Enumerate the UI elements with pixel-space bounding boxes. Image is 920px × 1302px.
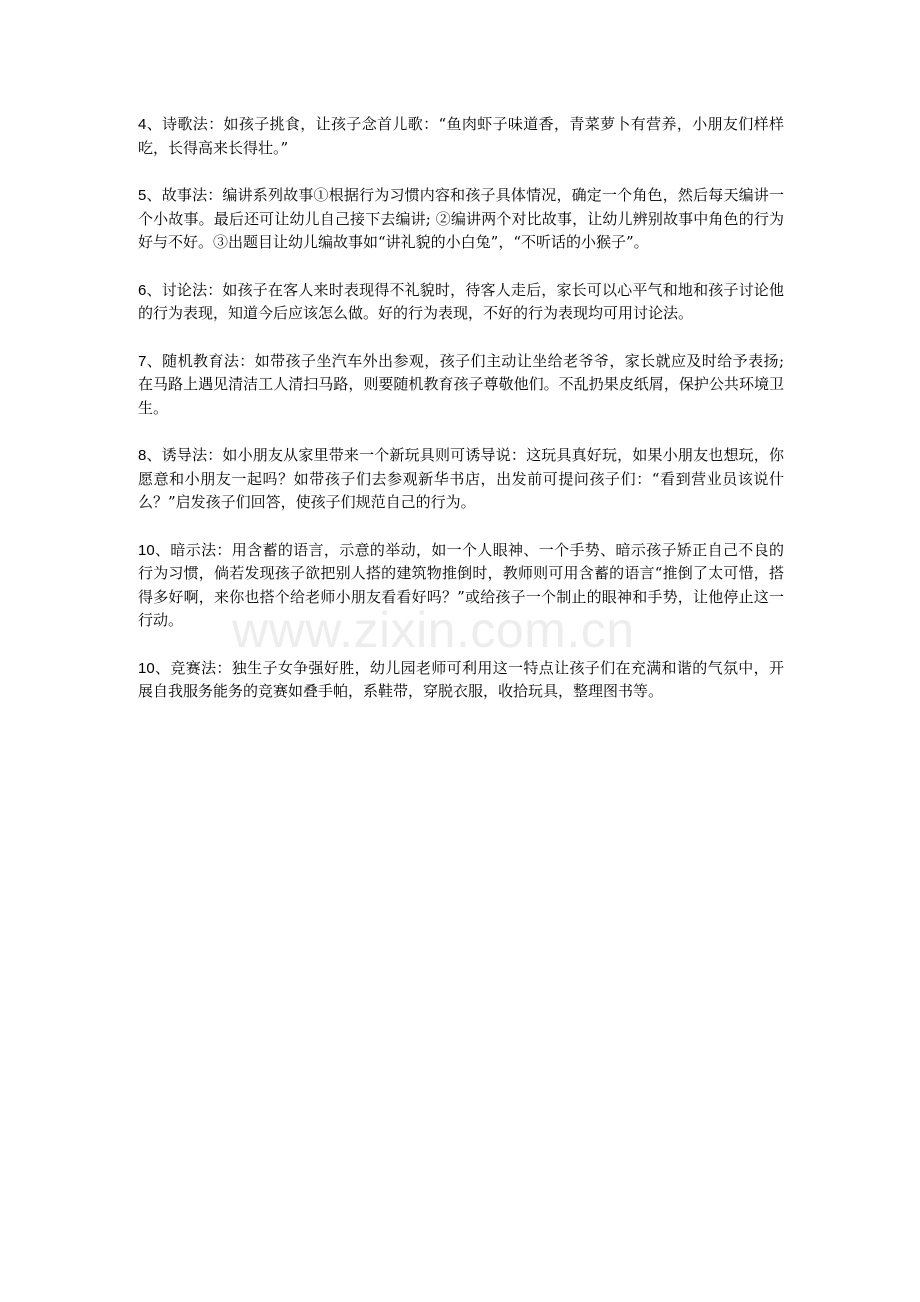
document-body: [138, 113, 784, 728]
paragraph-number: 8: [138, 447, 147, 464]
paragraph-random-education-method: [138, 350, 784, 421]
paragraph-hint-method: [138, 539, 784, 633]
paragraph-number: 7: [138, 352, 147, 370]
paragraph-number: 4: [138, 116, 147, 133]
paragraph-competition-method: [138, 657, 784, 704]
paragraph-text: 、竞赛法：独生子女争强好胜，幼儿园老师可利用这一特点让孩子们在充满和谐的气氛中，开展自我服务能务的竞赛如叠手帕，系鞋带，穿脱衣服，收拾玩具，整理图书等。: [138, 658, 784, 700]
paragraph-number: 6: [138, 281, 147, 299]
paragraph-text: 、讨论法：如孩子在客人来时表现得不礼貌时，待客人走后，家长可以心平气和地和孩子讨论他的行为表现，知道今后应该怎么做。好的行为表现，不好的行为表现均可用讨论法。: [138, 280, 784, 322]
paragraph-guidance-method: [138, 444, 784, 515]
watermark: www.zixin.com.cn: [232, 602, 635, 658]
paragraph-number: 5: [138, 187, 147, 204]
paragraph-text: 、诱导法：如小朋友从家里带来一个新玩具则可诱导说：这玩具真好玩，如果小朋友也想玩，你愿意和小朋友一起吗？如带孩子们去参观新华书店，出发前可提问孩子们：“看到营业员该说什么？”启发孩子们回答，使孩子们规范自己的行为。: [138, 446, 784, 511]
paragraph-story-method: [138, 184, 784, 255]
paragraph-number: 10: [138, 659, 155, 677]
paragraph-text: 、随机教育法：如带孩子坐汽车外出参观，孩子们主动让坐给老爷爷，家长就应及时给予表扬; 在马路上遇见清洁工人清扫马路，则要随机教育孩子尊敬他们。不乱扔果皮纸屑，保护公共环境卫生。: [138, 351, 784, 417]
paragraph-text: 、暗示法：用含蓄的语言，示意的举动，如一个人眼神、一个手势、暗示孩子矫正自己不良的行为习惯，倘若发现孩子欲把别人搭的建筑物推倒时，教师则可用含蓄的语言“推倒了太可惜，搭得多好啊，来你也搭个给老师小朋友看看好吗？”或给孩子一个制止的眼神和手势，让他停止这一行动。: [138, 540, 784, 629]
paragraph-text: 、故事法：编讲系列故事①根据行为习惯内容和孩子具体情况，确定一个角色，然后每天编讲一个小故事。最后还可让幼儿自己接下去编讲; ②编讲两个对比故事，让幼儿辨别故事中角色的行为好与不好。③出题目让幼儿编故事如“讲礼貌的小白兔”，“不听话的小猴子”。: [138, 186, 784, 251]
paragraph-number: 10: [138, 541, 155, 559]
paragraph-poem-method: [138, 113, 784, 160]
paragraph-discussion-method: [138, 279, 784, 326]
paragraph-text: 、诗歌法：如孩子挑食，让孩子念首儿歌：“鱼肉虾子味道香，青菜萝卜有营养，小朋友们样样吃，长得高来长得壮。”: [138, 115, 784, 157]
